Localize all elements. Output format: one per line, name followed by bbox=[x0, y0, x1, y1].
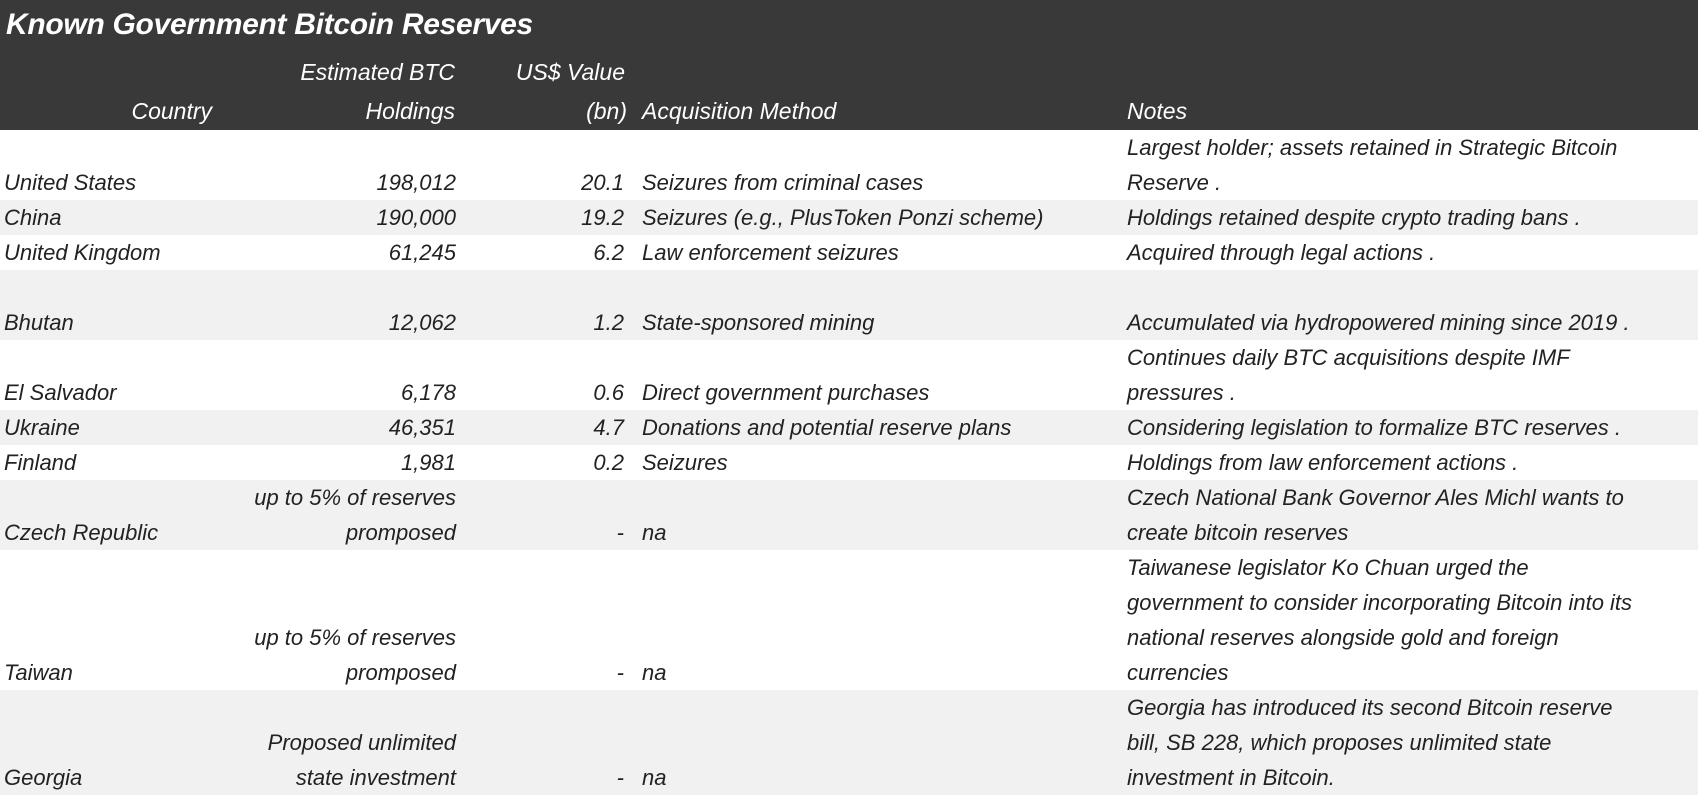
cell-usd-value: 0.2 bbox=[593, 450, 624, 475]
cell-acquisition-method: Direct government purchases bbox=[642, 380, 930, 405]
table-row bbox=[0, 270, 1698, 340]
cell-btc-holdings: state investment bbox=[295, 765, 456, 790]
cell-notes: Considering legislation to formalize BTC reserves . bbox=[1127, 415, 1621, 440]
cell-btc-holdings: 12,062 bbox=[388, 310, 456, 335]
cell-notes: Largest holder; assets retained in Strategic Bitcoin bbox=[1127, 135, 1618, 160]
cell-btc-holdings: 1,981 bbox=[400, 450, 456, 475]
cell-notes: Acquired through legal actions . bbox=[1127, 240, 1436, 265]
header-btc-line2: Holdings bbox=[365, 98, 455, 124]
cell-btc-holdings: promposed bbox=[345, 520, 456, 545]
cell-btc-holdings: 190,000 bbox=[376, 205, 456, 230]
table-row bbox=[0, 550, 1698, 690]
cell-acquisition-method: na bbox=[642, 660, 667, 685]
cell-notes: Holdings from law enforcement actions . bbox=[1127, 450, 1519, 475]
page-title: Known Government Bitcoin Reserves bbox=[6, 8, 533, 41]
cell-acquisition-method: Seizures bbox=[642, 450, 728, 475]
header-usd-line1: US$ Value bbox=[515, 59, 625, 85]
cell-acquisition-method: State-sponsored mining bbox=[642, 310, 875, 335]
cell-country: Czech Republic bbox=[4, 520, 159, 545]
cell-btc-holdings: up to 5% of reserves bbox=[254, 485, 456, 510]
cell-country: Bhutan bbox=[4, 310, 74, 335]
cell-notes: Czech National Bank Governor Ales Michl wants to bbox=[1127, 485, 1624, 510]
cell-country: Georgia bbox=[4, 765, 83, 790]
cell-acquisition-method: na bbox=[642, 765, 667, 790]
cell-btc-holdings: 46,351 bbox=[388, 415, 456, 440]
table-row bbox=[0, 480, 1698, 550]
cell-country: China bbox=[4, 205, 62, 230]
header-btc-line1: Estimated BTC bbox=[300, 59, 455, 85]
table-row bbox=[0, 690, 1698, 795]
table-row bbox=[0, 130, 1698, 200]
cell-notes: bill, SB 228, which proposes unlimited state bbox=[1127, 730, 1552, 755]
cell-notes: Reserve . bbox=[1127, 170, 1222, 195]
table-row bbox=[0, 235, 1698, 270]
table-row bbox=[0, 340, 1698, 410]
header-country: Country bbox=[131, 98, 212, 124]
cell-notes: Taiwanese legislator Ko Chuan urged the bbox=[1127, 555, 1529, 580]
cell-notes: Accumulated via hydropowered mining since 2019 . bbox=[1127, 310, 1630, 335]
cell-country: Finland bbox=[4, 450, 77, 475]
cell-acquisition-method: Seizures from criminal cases bbox=[642, 170, 924, 195]
cell-country: Taiwan bbox=[4, 660, 73, 685]
header-usd-line2: (bn) bbox=[586, 98, 627, 124]
header-method: Acquisition Method bbox=[642, 98, 837, 124]
cell-country: El Salvador bbox=[4, 380, 117, 405]
cell-notes: pressures . bbox=[1127, 380, 1236, 405]
table-row bbox=[0, 445, 1698, 480]
cell-notes: currencies bbox=[1127, 660, 1229, 685]
cell-btc-holdings: promposed bbox=[345, 660, 456, 685]
cell-notes: investment in Bitcoin. bbox=[1127, 765, 1335, 790]
cell-notes: create bitcoin reserves bbox=[1127, 520, 1349, 545]
cell-notes: Continues daily BTC acquisitions despite IMF bbox=[1127, 345, 1570, 370]
cell-acquisition-method: Law enforcement seizures bbox=[642, 240, 899, 265]
cell-usd-value: 1.2 bbox=[593, 310, 624, 335]
cell-btc-holdings: 6,178 bbox=[400, 380, 456, 405]
cell-acquisition-method: Seizures (e.g., PlusToken Ponzi scheme) bbox=[642, 205, 1044, 230]
cell-btc-holdings: up to 5% of reserves bbox=[254, 625, 456, 650]
cell-country: United States bbox=[4, 170, 137, 195]
header-notes: Notes bbox=[1127, 98, 1188, 124]
cell-notes: government to consider incorporating Bitcoin into its bbox=[1127, 590, 1633, 615]
cell-country: Ukraine bbox=[4, 415, 80, 440]
cell-usd-value: - bbox=[616, 765, 624, 790]
cell-usd-value: 6.2 bbox=[593, 240, 624, 265]
table-header bbox=[0, 0, 1698, 130]
cell-usd-value: 19.2 bbox=[581, 205, 624, 230]
cell-btc-holdings: 198,012 bbox=[376, 170, 456, 195]
table-row bbox=[0, 410, 1698, 445]
cell-acquisition-method: Donations and potential reserve plans bbox=[642, 415, 1012, 440]
cell-btc-holdings: 61,245 bbox=[388, 240, 456, 265]
cell-usd-value: - bbox=[616, 520, 624, 545]
cell-notes: Holdings retained despite crypto trading bans . bbox=[1127, 205, 1581, 230]
cell-notes: Georgia has introduced its second Bitcoin reserve bbox=[1127, 695, 1613, 720]
cell-usd-value: 0.6 bbox=[593, 380, 624, 405]
table-row bbox=[0, 200, 1698, 235]
cell-usd-value: 20.1 bbox=[581, 170, 624, 195]
cell-acquisition-method: na bbox=[642, 520, 667, 545]
cell-usd-value: - bbox=[616, 660, 624, 685]
cell-btc-holdings: Proposed unlimited bbox=[267, 730, 456, 755]
cell-usd-value: 4.7 bbox=[593, 415, 624, 440]
cell-notes: national reserves alongside gold and foreign bbox=[1127, 625, 1559, 650]
cell-country: United Kingdom bbox=[4, 240, 161, 265]
